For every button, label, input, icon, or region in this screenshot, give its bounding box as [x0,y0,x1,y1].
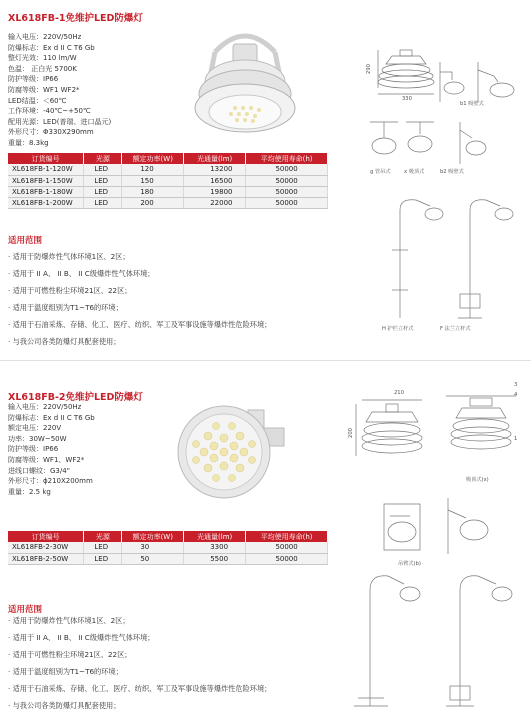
table-cell: XL618FB-1-180W [8,186,84,197]
table-cell: LED [84,175,122,186]
table-header: 光源 [84,153,122,164]
table-header: 光通量(lm) [184,153,246,164]
list-item-text: 适用于可燃性粉尘环境21区、22区； [12,650,132,659]
note-1: 1 [514,436,518,442]
product2-scope-title: 适用范围 [8,605,43,615]
wall-label: 吊臂式(b) [398,561,421,567]
table-cell: 16500 [184,175,246,186]
list-item-text: 适用于防爆炸性气体环境1区、2区； [12,252,130,261]
table-cell: 22000 [184,197,246,208]
table-cell: 50000 [246,186,328,197]
table-header: 订货编号 [8,531,84,542]
table-cell: 19800 [184,186,246,197]
list-item: · 适用于可燃性粉尘环境21区、22区； [8,650,132,659]
list-item-text: 适用于 II A、 II B、 II C级爆炸性气体环境； [12,633,155,642]
table-header: 平均使用寿命(h) [246,531,328,542]
table-row [8,164,328,175]
table-header-row [8,531,328,542]
product1-spec-table [8,153,328,209]
list-item: · 与我公司各类防爆灯具配套使用； [8,337,121,346]
mount-b1-label: b1 吸壁式 [460,101,484,107]
table-cell: 13200 [184,164,246,175]
product2-lamp-photo [172,388,292,508]
list-item: · 适用于温度组别为T1~T6的环境； [8,303,123,312]
table-cell: XL618FB-2-30W [8,542,84,553]
product1-scope-list [8,248,271,350]
mount-f-label: F 法兰立杆式 [440,326,471,332]
list-item: · 适用于 II A、 II B、 II C级爆炸性气体环境； [8,633,155,642]
list-item-text: 适用于防爆炸性气体环境1区、2区； [12,616,130,625]
product2-scope-list [8,612,271,714]
spec-line: 输入电压：220V/50Hz [8,33,82,41]
mount-h-label: H 护栏立杆式 [382,326,414,332]
note-4: 4 [514,392,518,398]
product1-dimension-drawing [370,48,442,98]
spec-line: 防腐等级：WF1、WF2* [8,455,85,464]
table-cell: LED [84,553,122,564]
table-cell: 50000 [246,553,328,564]
product1-scope-title: 适用范围 [8,236,43,246]
table-cell: 150 [122,175,184,186]
table-cell: 30 [122,542,184,553]
list-item-text: 适用于温度组别为T1~T6的环境； [12,303,123,312]
product2-spec-table [8,531,328,565]
list-item: · 适用于石油采炼、存储、化工、医疗、纺织、军工及军事设施等爆炸性危险环境； [8,320,272,329]
note-3: 3 [514,382,518,388]
product1-lamp-photo [185,22,305,152]
list-item: · 适用于可燃性粉尘环境21区、22区； [8,286,132,295]
table-header: 光通量(lm) [184,531,246,542]
list-item: · 适用于防爆炸性气体环境1区、2区； [8,252,130,261]
spec-line: 输入电压：220V/50Hz [8,403,82,411]
spec-line: LED结温：＜60℃ [8,96,67,105]
list-item: · 适用于温度组别为T1~T6的环境； [8,667,123,676]
table-cell: 50000 [246,175,328,186]
product1-specs [8,32,111,149]
spec-line: 防爆标志：Ex d II C T6 Gb [8,43,95,52]
dim-width-label: 330 [402,96,412,102]
list-item-text: 适用于石油采炼、存储、化工、医疗、纺织、军工及军事设施等爆炸性危险环境； [12,684,272,693]
table-header: 额定功率(W) [122,153,184,164]
spec-line: 额定电压：220V [8,424,62,433]
mount-ceiling-drawings [368,120,523,170]
spec-line: 色温： 正白光 5700K [8,64,77,73]
list-item: · 与我公司各类防爆灯具配套使用； [8,701,121,710]
spec-line: 工作环境：-40℃~+50℃ [8,107,91,116]
product2-ceiling-drawing [440,392,520,472]
product2-wall-drawing [370,494,520,558]
table-cell: 180 [122,186,184,197]
table-cell: 5500 [184,553,246,564]
table-row [8,186,328,197]
table-cell: 50000 [246,542,328,553]
table-cell: LED [84,164,122,175]
table-row [8,175,328,186]
table-row [8,553,328,564]
table-header-row [8,153,328,164]
list-item: · 适用于防爆炸性气体环境1区、2区； [8,616,130,625]
product2-title: XL618FB-2免维护LED防爆灯 [8,392,143,403]
spec-line: 防腐等级：WF1 WF2* [8,85,80,94]
mount-pole-drawings [372,190,522,320]
list-item-text: 适用于温度组别为T1~T6的环境； [12,667,123,676]
table-cell: 50000 [246,197,328,208]
mount-x-label: x 吸顶式 [404,169,425,175]
table-header: 额定功率(W) [122,531,184,542]
mount-b2-label: b2 吸壁式 [440,169,464,175]
spec-line: 整灯光效：110 lm/W [8,54,77,63]
table-cell: 200 [122,197,184,208]
table-cell: XL618FB-1-120W [8,164,84,175]
list-item-text: 适用于石油采炼、存储、化工、医疗、纺织、军工及军事设施等爆炸性危险环境； [12,320,272,329]
product2-specs [8,402,95,497]
dim-height-label: 290 [365,64,372,74]
table-cell: LED [84,197,122,208]
spec-line: 防爆标志：Ex d II C T6 Gb [8,413,95,422]
mount-g-label: g 管吊式 [370,169,391,175]
spec-line: 重量：8.3kg [8,138,49,147]
table-header: 光源 [84,531,122,542]
table-cell: 50000 [246,164,328,175]
spec-line: 外形尺寸：ϕ210X200mm [8,477,93,486]
dim-height-label: 200 [347,428,354,438]
product2-dimension-drawing [347,396,430,476]
list-item: · 适用于石油采炼、存储、化工、医疗、纺织、军工及军事设施等爆炸性危险环境； [8,684,272,693]
table-cell: LED [84,186,122,197]
table-header: 订货编号 [8,153,84,164]
table-cell: XL618FB-2-50W [8,553,84,564]
dim-width-label: 210 [394,390,404,396]
spec-line: 功率：30W~50W [8,434,67,443]
list-item-text: 适用于 II A、 II B、 II C级爆炸性气体环境； [12,269,155,278]
section-divider [0,360,531,361]
list-item-text: 适用于可燃性粉尘环境21区、22区； [12,286,132,295]
spec-line: 进线口螺纹：G3/4" [8,466,70,475]
product2-pole-drawings [340,566,525,712]
product1-title: XL618FB-1免维护LED防爆灯 [8,13,143,24]
list-item: · 适用于 II A、 II B、 II C级爆炸性气体环境； [8,269,155,278]
table-header: 平均使用寿命(h) [246,153,328,164]
spec-line: 外形尺寸：Φ330X290mm [8,128,94,137]
spec-line: 防护等级：IP66 [8,75,59,84]
spec-line: 防护等级：IP66 [8,445,59,454]
table-cell: LED [84,542,122,553]
table-cell: 3300 [184,542,246,553]
spec-line: 重量：2.5 kg [8,487,51,496]
table-row [8,197,328,208]
table-cell: XL618FB-1-200W [8,197,84,208]
table-row [8,542,328,553]
spec-line: 配用光源：LED(普瑞、进口晶元) [8,117,112,126]
table-cell: 120 [122,164,184,175]
table-cell: 50 [122,553,184,564]
ceiling-label: 吸顶式(x) [466,477,489,483]
table-cell: XL618FB-1-150W [8,175,84,186]
list-item-text: 与我公司各类防爆灯具配套使用； [12,701,121,710]
list-item-text: 与我公司各类防爆灯具配套使用； [12,337,121,346]
